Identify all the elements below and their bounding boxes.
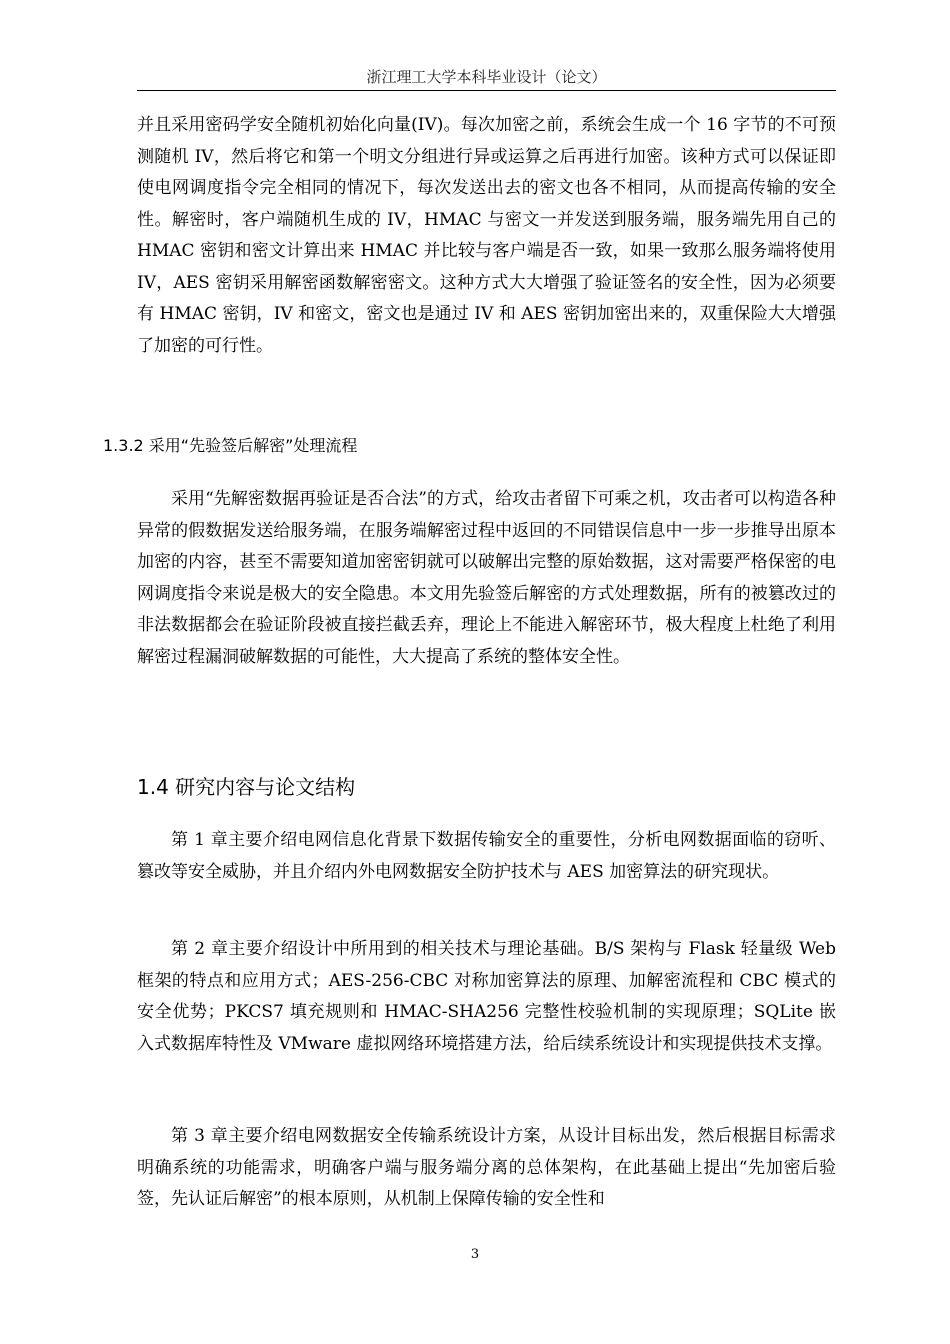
paragraph-chapter-1: 第 1 章主要介绍电网信息化背景下数据传输安全的重要性，分析电网数据面临的窃听、篡改等安全威胁，并且介绍内外电网数据安全防护技术与 AES 加密算法的研究现状。: [137, 830, 836, 882]
paragraph-iv-hmac: 并且采用密码学安全随机初始化向量(IV)。每次加密之前，系统会生成一个 16 字节的不可预测随机 IV，然后将它和第一个明文分组进行异或运算之后再进行加密。该种方式可以保证即使电网调度指令完全相同的情况下，每次发送出去的密文也各不相同，从而提高传输的安全性。解密时，客户端随机生成的 IV，HMAC 与密文一并发送到服务端，服务端先用自己的 HMAC 密钥和密文计算出来 HMAC 并比较与客户端是否一致，如果一致那么服务端将使用 IV，AES 密钥采用解密函数解密密文。这种方式大大增强了验证签名的安全性，因为必须要有 HMAC 密钥，IV 和密文，密文也是通过 IV 和 AES 密钥加密出来的，双重保险大大增强了加密的可行性。: [137, 115, 836, 356]
paragraph-chapter-2: 第 2 章主要介绍设计中所用到的相关技术与理论基础。B/S 架构与 Flask 轻量级 Web 框架的特点和应用方式；AES-256-CBC 对称加密算法的原理、加解密流程和 CBC 模式的安全优势；PKCS7 填充规则和 HMAC-SHA256 完整性校验机制的实现原理；SQLite 嵌入式数据库特性及 VMware 虚拟网络环境搭建方法，给后续系统设计和实现提供技术支撑。: [137, 939, 836, 1054]
page-number: 3: [470, 1247, 480, 1262]
section-heading-1-3-2: 1.3.2 采用“先验签后解密”处理流程: [103, 436, 358, 455]
paragraph-verify-then-decrypt: 采用“先解密数据再验证是否合法”的方式，给攻击者留下可乘之机，攻击者可以构造各种异常的假数据发送给服务端，在服务端解密过程中返回的不同错误信息中一步一步推导出原本加密的内容，甚至不需要知道加密密钥就可以破解出完整的原始数据，这对需要严格保密的电网调度指令来说是极大的安全隐患。本文用先验签后解密的方式处理数据，所有的被篡改过的非法数据都会在验证阶段被直接拦截丢弃，理论上不能进入解密环节，极大程度上杜绝了利用解密过程漏洞破解数据的可能性，大大提高了系统的整体安全性。: [137, 489, 836, 667]
page-header-title: 浙江理工大学本科毕业设计（论文）: [366, 68, 607, 86]
paragraph-chapter-3: 第 3 章主要介绍电网数据安全传输系统设计方案，从设计目标出发，然后根据目标需求明确系统的功能需求，明确客户端与服务端分离的总体架构，在此基础上提出“先加密后验签，先认证后解密”的根本原则，从机制上保障传输的安全性和: [137, 1126, 836, 1209]
section-heading-1-4: 1.4 研究内容与论文结构: [137, 775, 356, 799]
page-header: [137, 66, 836, 91]
